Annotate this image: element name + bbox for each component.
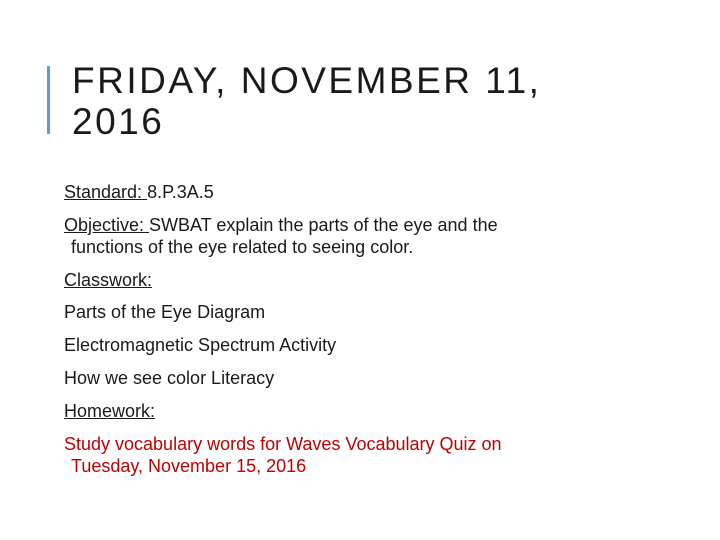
homework-heading (64, 400, 664, 422)
objective-block (64, 214, 664, 258)
slide-title (72, 60, 692, 142)
homework-text-line-2: Tuesday, November 15, 2016 (71, 456, 307, 476)
classwork-label: Classwork: (64, 270, 153, 290)
homework-text-line-1: Study vocabulary words for Waves Vocabulary Quiz on (64, 434, 502, 454)
objective-text-line-2: functions of the eye related to seeing color. (71, 237, 414, 257)
homework-label: Homework: (64, 401, 156, 421)
homework-text (64, 433, 664, 477)
standard-label: Standard: (64, 182, 148, 202)
standard-value: 8.P.3A.5 (147, 182, 214, 202)
classwork-item (64, 301, 664, 323)
classwork-item (64, 367, 664, 389)
classwork-heading (64, 269, 664, 291)
objective-text-line-1: SWBAT explain the parts of the eye and the (149, 215, 498, 235)
classwork-item-text: Electromagnetic Spectrum Activity (64, 335, 337, 355)
title-line-1: FRIDAY, NOVEMBER 11, (72, 60, 542, 101)
objective-label: Objective: (64, 215, 150, 235)
standard-line (64, 181, 664, 203)
classwork-item (64, 334, 664, 356)
classwork-item-text: Parts of the Eye Diagram (64, 302, 266, 322)
classwork-item-text: How we see color Literacy (64, 368, 275, 388)
title-line-2: 2016 (72, 101, 165, 142)
title-accent-bar (47, 66, 50, 134)
